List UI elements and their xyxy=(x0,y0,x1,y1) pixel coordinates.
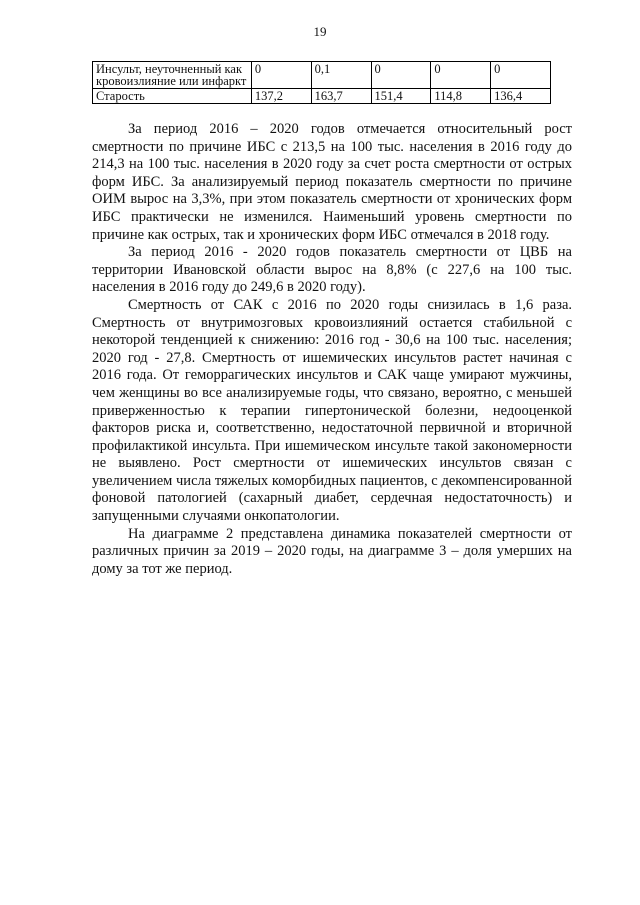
table-cell: 137,2 xyxy=(251,89,311,104)
table-cell: 136,4 xyxy=(491,89,551,104)
paragraph: Смертность от САК с 2016 по 2020 годы снизилась в 1,6 раза. Смертность от внутримозговых кровоизлияний остается стабильной с некоторой тенденцией к снижению: 2016 год - 30,6 на 100 тыс. населения; 2020 год - 27,8. Смертность от ишемических инсультов растет начиная с 2016 года. От геморрагических инсультов и САК чаще умирают мужчины, чем женщины во все анализируемые годы, что связано, вероятно, с меньшей приверженностью к терапии гипертонической болезни, недооценкой факторов риска и, соответственно, недостаточной первичной и вторичной профилактикой инсульта. При ишемическом инсульте такой закономерности не выявлено. Рост смертности от ишемических инсультов связан с увеличением числа тяжелых коморбидных пациентов, с декомпенсированной фоновой патологией (сахарный диабет, сердечная недостаточность) и запущенными случаями онкопатологии. xyxy=(92,296,572,525)
table-row xyxy=(93,62,551,89)
table-cell: 0 xyxy=(431,62,491,89)
table-cell: 0,1 xyxy=(311,62,371,89)
row-label: Инсульт, неуточненный как кровоизлияние или инфаркт xyxy=(93,62,252,89)
table-cell: 0 xyxy=(491,62,551,89)
table-row xyxy=(93,89,551,104)
paragraph: На диаграмме 2 представлена динамика показателей смертности от различных причин за 2019 – 2020 годы, на диаграмме 3 – доля умерших на дому за тот же период. xyxy=(92,525,572,577)
table-cell: 0 xyxy=(371,62,431,89)
table-cell: 114,8 xyxy=(431,89,491,104)
body-text xyxy=(92,121,572,578)
paragraph: За период 2016 – 2020 годов отмечается относительный рост смертности по причине ИБС с 213,5 на 100 тыс. населения в 2016 году до 214,3 на 100 тыс. населения в 2020 году за счет роста смертности от острых форм ИБС. За анализируемый период показатель смертности по причине ОИМ вырос на 3,3%, при этом показатель смертности от хронических форм ИБС практически не изменился. Наименьший уровень смертности по причине как острых, так и хронических форм ИБС отмечался в 2018 году. xyxy=(92,121,572,243)
page-number: 19 xyxy=(313,24,327,39)
row-label: Старость xyxy=(93,89,252,104)
paragraph: За период 2016 - 2020 годов показатель смертности от ЦВБ на территории Ивановской области вырос на 8,8% (с 227,6 на 100 тыс. населения в 2016 году до 249,6 в 2020 году). xyxy=(92,244,572,296)
table-cell: 0 xyxy=(251,62,311,89)
table-cell: 151,4 xyxy=(371,89,431,104)
mortality-table xyxy=(92,61,551,104)
table-cell: 163,7 xyxy=(311,89,371,104)
